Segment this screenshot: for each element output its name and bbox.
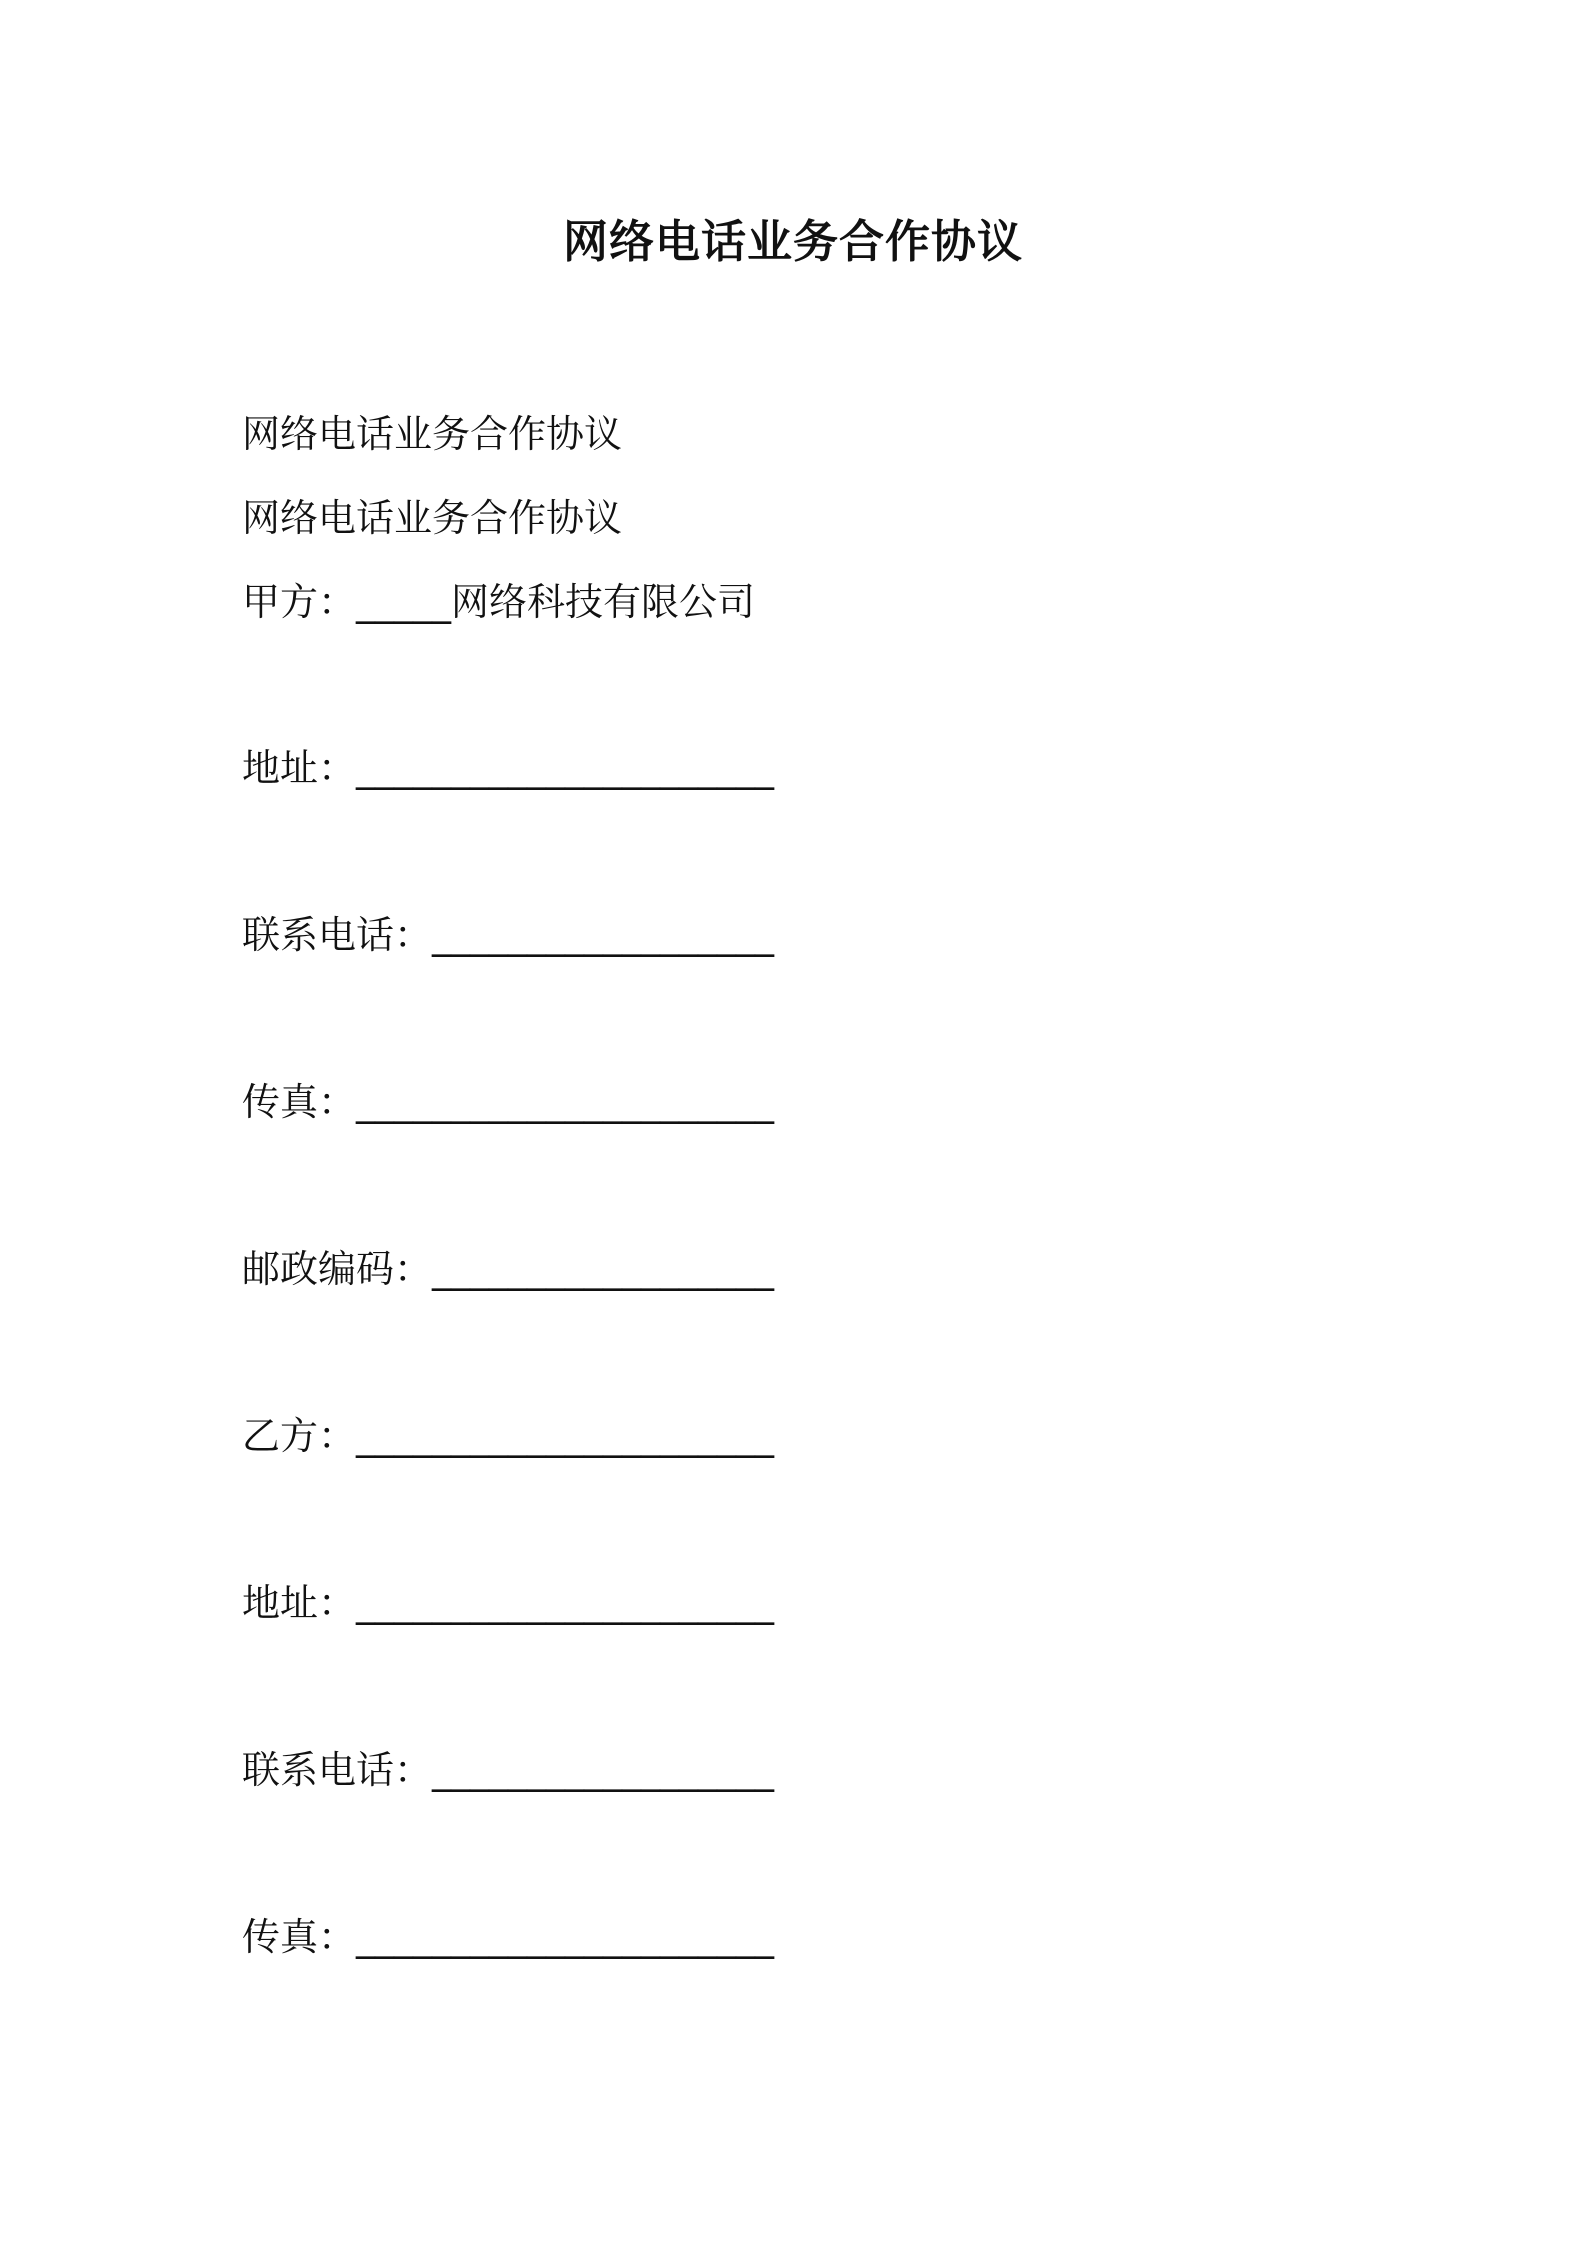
- party-a-fax-label: 传真：: [242, 1080, 357, 1124]
- party-b-fax-line: [242, 1911, 774, 1963]
- party-a-phone-value: __________________: [432, 913, 775, 957]
- party-b-fax-label: 传真：: [242, 1915, 357, 1959]
- party-a-phone-line: [242, 909, 774, 961]
- party-b-address-label: 地址：: [242, 1581, 357, 1625]
- party-b-phone-value: __________________: [432, 1748, 775, 1792]
- party-a-postcode-line: [242, 1243, 774, 1295]
- party-a-label: 甲方：: [242, 580, 357, 624]
- party-b-label: 乙方：: [242, 1414, 357, 1458]
- party-b-fax-value: ______________________: [356, 1915, 775, 1959]
- party-a-phone-label: 联系电话：: [242, 913, 433, 957]
- party-a-address-line: [242, 742, 774, 794]
- party-a-line: [242, 576, 755, 628]
- party-a-fax-line: [242, 1076, 774, 1128]
- party-b-value: ______________________: [356, 1414, 775, 1458]
- document-subtitle-1: 网络电话业务合作协议: [242, 412, 623, 456]
- party-a-postcode-value: __________________: [432, 1247, 775, 1291]
- party-a-address-value: ______________________: [356, 746, 775, 790]
- document-title: 网络电话业务合作协议: [562, 215, 1023, 268]
- party-b-phone-label: 联系电话：: [242, 1748, 433, 1792]
- party-a-value: _____网络科技有限公司: [356, 580, 756, 624]
- party-b-phone-line: [242, 1744, 774, 1796]
- party-b-address-line: [242, 1577, 774, 1629]
- party-b-line: [242, 1410, 774, 1462]
- party-a-fax-value: ______________________: [356, 1080, 775, 1124]
- party-b-address-value: ______________________: [356, 1581, 775, 1625]
- document-subtitle-2: 网络电话业务合作协议: [242, 496, 623, 540]
- party-a-postcode-label: 邮政编码：: [242, 1247, 433, 1291]
- party-a-address-label: 地址：: [242, 746, 357, 790]
